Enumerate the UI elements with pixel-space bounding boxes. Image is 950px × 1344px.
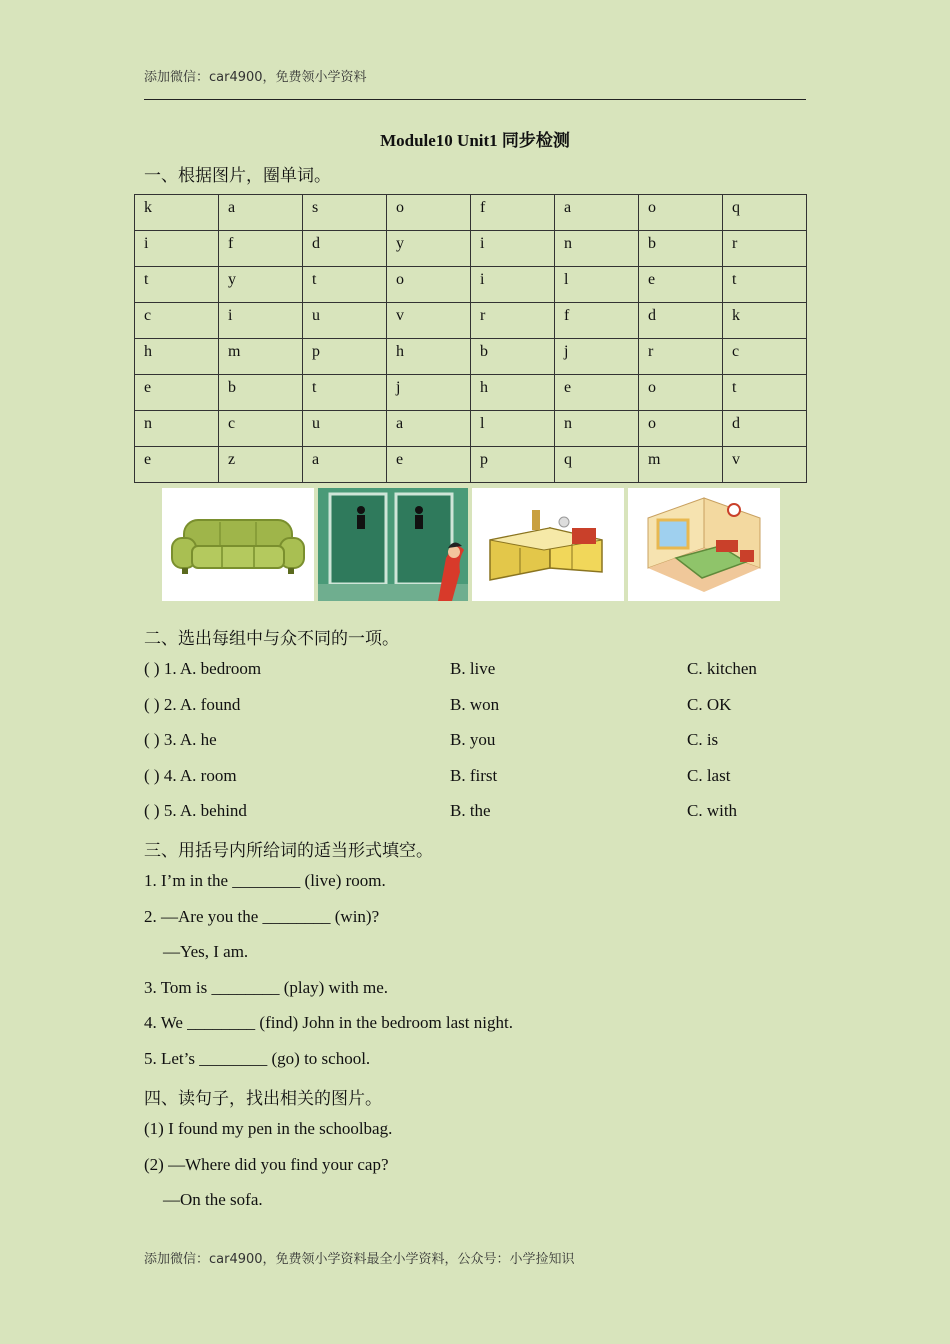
grid-cell: l (471, 411, 555, 447)
choice-a: ( ) 5. A. behind (144, 801, 247, 820)
grid-cell: b (471, 339, 555, 375)
grid-cell: o (639, 375, 723, 411)
grid-cell: z (219, 447, 303, 483)
grid-cell: u (303, 411, 387, 447)
grid-cell: n (555, 411, 639, 447)
grid-cell: i (135, 231, 219, 267)
grid-cell: l (555, 267, 639, 303)
grid-row (135, 303, 807, 339)
grid-cell: i (471, 231, 555, 267)
grid-cell: e (555, 375, 639, 411)
choice-a: ( ) 4. A. room (144, 765, 237, 785)
grid-cell: e (639, 267, 723, 303)
grid-cell: o (639, 195, 723, 231)
grid-cell: h (387, 339, 471, 375)
grid-cell: y (219, 267, 303, 303)
grid-cell: j (555, 339, 639, 375)
picture-row (162, 488, 780, 601)
grid-cell: n (555, 231, 639, 267)
grid-cell: k (135, 195, 219, 231)
grid-cell: f (471, 195, 555, 231)
grid-cell: q (555, 447, 639, 483)
grid-cell: o (639, 411, 723, 447)
choice-c: C. with (687, 801, 738, 820)
grid-cell: m (639, 447, 723, 483)
grid-row (135, 195, 807, 231)
sentence-line: (2) —Where did you find your cap? (144, 1154, 389, 1174)
choice-b: B. you (450, 730, 496, 749)
page-footer: 添加微信：car4900，免费领小学资料最全小学资料，公众号：小学捡知识 (144, 1252, 575, 1267)
grid-cell: q (723, 195, 807, 231)
grid-cell: f (219, 231, 303, 267)
kitchen-icon (472, 488, 624, 601)
bedroom-icon (628, 488, 780, 601)
grid-cell: d (303, 231, 387, 267)
fill-blank-line: —Yes, I am. (163, 942, 249, 961)
grid-cell: f (555, 303, 639, 339)
grid-cell: a (387, 411, 471, 447)
grid-cell: e (135, 447, 219, 483)
fill-blank-line: 3. Tom is ________ (play) with me. (144, 977, 389, 997)
grid-cell: j (387, 375, 471, 411)
choice-b: B. live (450, 659, 496, 678)
grid-cell: c (723, 339, 807, 375)
grid-cell: b (639, 231, 723, 267)
section-1-heading: 一、根据图片，圈单词。 (144, 166, 331, 185)
grid-cell: t (303, 267, 387, 303)
fill-blank-line: 1. I’m in the ________ (live) room. (144, 871, 386, 890)
grid-cell: v (387, 303, 471, 339)
grid-row (135, 267, 807, 303)
grid-cell: o (387, 267, 471, 303)
sentence-line: —On the sofa. (163, 1190, 263, 1209)
sofa-icon (162, 488, 314, 601)
grid-cell: t (135, 267, 219, 303)
grid-cell: t (723, 267, 807, 303)
grid-cell: o (387, 195, 471, 231)
letter-grid (134, 194, 807, 483)
grid-cell: a (555, 195, 639, 231)
grid-row (135, 447, 807, 483)
choice-b: B. first (450, 765, 498, 785)
grid-row (135, 411, 807, 447)
grid-row (135, 375, 807, 411)
grid-cell: a (303, 447, 387, 483)
choice-c: C. last (687, 765, 731, 785)
grid-cell: c (219, 411, 303, 447)
grid-cell: m (219, 339, 303, 375)
grid-cell: e (387, 447, 471, 483)
grid-cell: e (135, 375, 219, 411)
choice-c: C. kitchen (687, 659, 757, 678)
choice-a: ( ) 2. A. found (144, 694, 241, 714)
grid-cell: p (471, 447, 555, 483)
choice-a: ( ) 1. A. bedroom (144, 659, 262, 678)
grid-cell: v (723, 447, 807, 483)
fill-blank-line: 5. Let’s ________ (go) to school. (144, 1048, 371, 1068)
grid-cell: u (303, 303, 387, 339)
choice-b: B. won (450, 694, 500, 714)
grid-cell: b (219, 375, 303, 411)
grid-cell: t (723, 375, 807, 411)
choice-c: C. OK (687, 694, 732, 714)
toilet-icon (318, 488, 468, 601)
grid-cell: d (639, 303, 723, 339)
grid-cell: i (471, 267, 555, 303)
grid-cell: p (303, 339, 387, 375)
grid-cell: h (135, 339, 219, 375)
fill-blank-line: 4. We ________ (find) John in the bedroom last night. (144, 1013, 513, 1032)
section-2-heading: 二、选出每组中与众不同的一项。 (144, 629, 399, 648)
grid-cell: r (723, 231, 807, 267)
grid-cell: s (303, 195, 387, 231)
fill-blank-line: 2. —Are you the ________ (win)? (144, 906, 380, 926)
choice-b: B. the (450, 801, 491, 820)
page-title: Module10 Unit1 同步检测 (380, 131, 570, 150)
grid-cell: d (723, 411, 807, 447)
grid-cell: n (135, 411, 219, 447)
page-header: 添加微信：car4900，免费领小学资料 (144, 70, 367, 85)
choice-c: C. is (687, 730, 719, 749)
grid-cell: i (219, 303, 303, 339)
grid-cell: r (639, 339, 723, 375)
grid-cell: a (219, 195, 303, 231)
grid-row (135, 339, 807, 375)
section-3-heading: 三、用括号内所给词的适当形式填空。 (144, 841, 433, 860)
header-divider (144, 99, 806, 100)
section-4-heading: 四、读句子，找出相关的图片。 (144, 1089, 382, 1108)
grid-row (135, 231, 807, 267)
grid-cell: y (387, 231, 471, 267)
grid-cell: t (303, 375, 387, 411)
grid-cell: c (135, 303, 219, 339)
sentence-line: (1) I found my pen in the schoolbag. (144, 1119, 393, 1138)
choice-a: ( ) 3. A. he (144, 730, 217, 749)
grid-cell: k (723, 303, 807, 339)
grid-cell: r (471, 303, 555, 339)
grid-cell: h (471, 375, 555, 411)
